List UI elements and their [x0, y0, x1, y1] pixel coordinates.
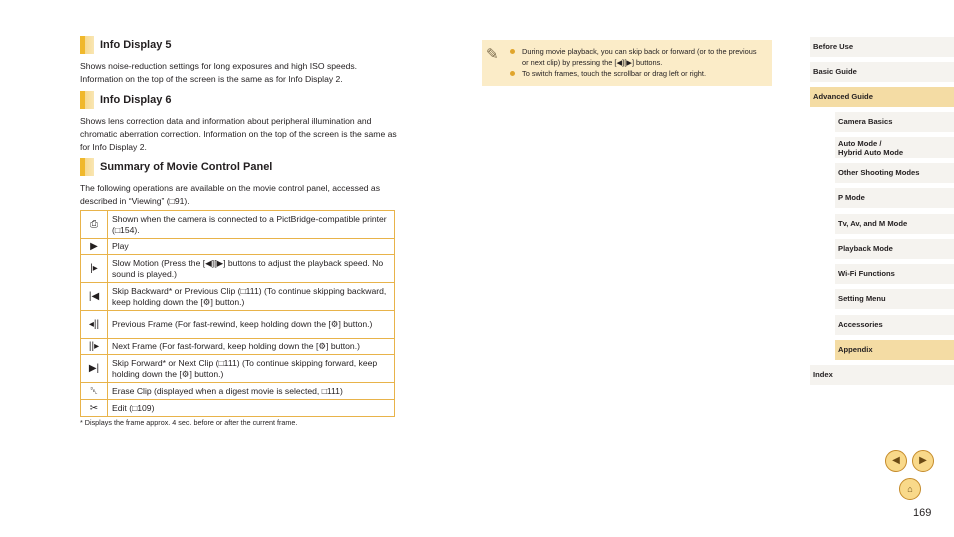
section-body: Shows lens correction data and information about peripheral illumination and chromatic aberration correction. Information on the top of the screen is the same as for Info Display 2.: [80, 116, 397, 152]
table-row: [81, 283, 395, 311]
section-marker-icon: [80, 158, 94, 176]
section-title: Info Display 5: [100, 39, 172, 51]
nav-before-use[interactable]: Before Use: [810, 37, 954, 57]
table-cell: Erase Clip (displayed when a digest movie is selected, □111): [108, 383, 395, 400]
nav-setting-menu[interactable]: Setting Menu: [835, 289, 954, 309]
nav-playback-mode[interactable]: Playback Mode: [835, 239, 954, 259]
nav-advanced-guide[interactable]: Advanced Guide: [810, 87, 954, 107]
table-row: [81, 339, 395, 355]
slow-motion-icon: |▸: [81, 255, 108, 283]
pencil-note-icon: ✎: [486, 46, 499, 63]
list-item: To switch frames, touch the scrollbar or drag left or right.: [510, 68, 765, 79]
section-body: The following operations are available on the movie control panel, accessed as described in “Viewing” (□91).: [80, 183, 381, 206]
table-cell: Next Frame (For fast-forward, keep holding down the [⚙] button.): [108, 339, 395, 355]
nav-appendix[interactable]: Appendix: [835, 340, 954, 360]
section-marker-icon: [80, 36, 94, 54]
arrow-left-icon: ◀: [892, 455, 900, 466]
section-info-display-5: [80, 36, 400, 86]
table-cell: Skip Backward* or Previous Clip (□111) (To continue skipping backward, keep holding down the [⚙] button.): [108, 283, 395, 311]
nav-tv-av-m-mode[interactable]: Tv, Av, and M Mode: [835, 214, 954, 234]
print-icon: ⎙: [81, 211, 108, 239]
erase-icon: ␡: [81, 383, 108, 400]
next-frame-icon: ||▸: [81, 339, 108, 355]
section-title: Summary of Movie Control Panel: [100, 161, 273, 173]
table-cell: Play: [108, 239, 395, 255]
previous-frame-icon: ◂||: [81, 311, 108, 339]
skip-forward-icon: ▶|: [81, 355, 108, 383]
skip-backward-icon: |◀: [81, 283, 108, 311]
table-row: [81, 211, 395, 239]
table-row: [81, 400, 395, 417]
table-cell: Skip Forward* or Next Clip (□111) (To continue skipping forward, keep holding down the [⚙] button.): [108, 355, 395, 383]
table-cell: Edit (□109): [108, 400, 395, 417]
nav-accessories[interactable]: Accessories: [835, 315, 954, 335]
table-row: [81, 355, 395, 383]
nav-camera-basics[interactable]: Camera Basics: [835, 112, 954, 132]
nav-index[interactable]: Index: [810, 365, 954, 385]
table-cell: Previous Frame (For fast-rewind, keep holding down the [⚙] button.): [108, 311, 395, 339]
table-row: [81, 239, 395, 255]
section-body: Shows noise-reduction settings for long exposures and high ISO speeds. Information on the top of the screen is the same as for Info Display 2.: [80, 61, 358, 84]
next-page-button[interactable]: [912, 450, 934, 472]
list-item: During movie playback, you can skip back or forward (or to the previous or next clip) by pressing the [◀][▶] buttons.: [510, 46, 765, 68]
section-info-display-6: [80, 91, 400, 154]
table-row: [81, 255, 395, 283]
home-button[interactable]: [899, 478, 921, 500]
table-row: [81, 383, 395, 400]
home-icon: ⌂: [907, 484, 913, 494]
edit-scissors-icon: ✂: [81, 400, 108, 417]
note-list: [510, 46, 765, 79]
nav-p-mode[interactable]: P Mode: [835, 188, 954, 208]
section-title: Info Display 6: [100, 94, 172, 106]
section-movie-control-panel: [80, 158, 400, 208]
previous-page-button[interactable]: [885, 450, 907, 472]
page-number: 169: [913, 507, 932, 519]
table-cell: Slow Motion (Press the [◀][▶] buttons to adjust the playback speed. No sound is played.): [108, 255, 395, 283]
footnote: * Displays the frame approx. 4 sec. before or after the current frame.: [80, 418, 298, 427]
table-cell: Shown when the camera is connected to a PictBridge-compatible printer (□154).: [108, 211, 395, 239]
note-box: [482, 40, 772, 86]
nav-wifi-functions[interactable]: Wi-Fi Functions: [835, 264, 954, 284]
arrow-right-icon: ▶: [919, 455, 927, 466]
nav-auto-mode[interactable]: Auto Mode / Hybrid Auto Mode: [835, 137, 954, 158]
play-icon: ▶: [81, 239, 108, 255]
table-row: [81, 311, 395, 339]
section-marker-icon: [80, 91, 94, 109]
nav-basic-guide[interactable]: Basic Guide: [810, 62, 954, 82]
movie-control-table: [80, 210, 395, 417]
nav-other-shooting-modes[interactable]: Other Shooting Modes: [835, 163, 954, 183]
